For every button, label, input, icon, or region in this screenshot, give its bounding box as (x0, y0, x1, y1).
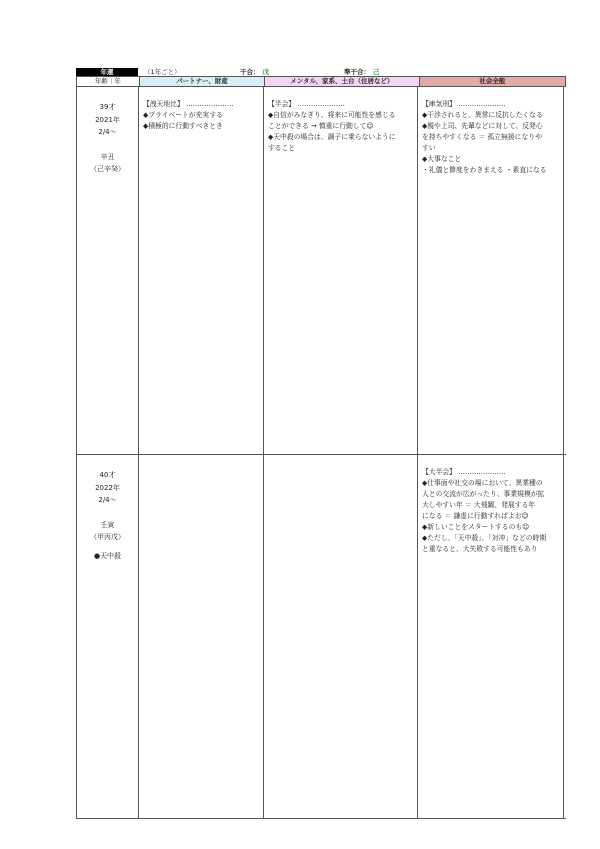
column-header-society: 社会全般 (420, 77, 566, 86)
sheet-header (76, 68, 566, 76)
mental-cell (264, 87, 418, 454)
partner-cell (139, 87, 264, 454)
partner-heading: 【洩天地比】 ………………… (143, 100, 234, 108)
society-heading: 【庫気刑】 ………………… (422, 100, 506, 108)
society-cell (418, 87, 564, 454)
society-line: ・礼儀と節度をわきまえる ・素直になる (422, 166, 547, 174)
column-header-row (76, 76, 566, 87)
start-date: 2/4～ (98, 496, 117, 504)
society-line: ◆ただし、「天中殺」、「対冲」などの時期 (422, 534, 547, 542)
society-line: 人との交流が広がったり、事業規模が拡 (422, 490, 545, 498)
sheet-title: 年運 (76, 68, 138, 76)
mental-heading: 【半会】 ………………… (268, 100, 345, 108)
age-cell (77, 87, 139, 454)
column-header-age: 年齢｜年 (77, 77, 140, 86)
kango (240, 68, 269, 76)
column-header-partner: パートナー、財産 (140, 77, 265, 86)
society-cell (418, 455, 564, 818)
year: 2022年 (95, 483, 120, 492)
tenchusatsu-note: ●天中殺 (93, 551, 122, 560)
society-line: ◆干渉されると、異常に反抗したくなる (422, 111, 543, 119)
society-line: を持ちやすくなる ＝ 孤立無援になりや (422, 133, 542, 141)
society-line: すい (422, 144, 436, 152)
partner-line: ◆積極的に行動すべきとき (143, 122, 223, 130)
society-line: ◆大事なこと (422, 155, 462, 163)
kango-label: 干合： (240, 68, 260, 76)
society-line: と重なると、大失敗する可能性もあり (422, 545, 538, 553)
stem-branch: 壬寅 (100, 520, 115, 529)
society-line: になる ＝ 謙虚に行動すればよお☺ (422, 512, 529, 520)
age: 39才 (99, 103, 116, 111)
hidden-stems: （己辛癸） (90, 165, 125, 173)
jun-kango (344, 68, 380, 76)
jun-kango-label: 準干合： (344, 68, 370, 76)
society-line: ◆仕事面や社交の場において、異業種の (422, 479, 543, 487)
stem-branch: 辛丑 (100, 152, 115, 161)
partner-cell (139, 455, 264, 818)
society-line: ◆新しいことをスタートするのも☺ (422, 523, 530, 531)
mental-line: ことができる → 慎重に行動して☺ (268, 122, 374, 130)
hidden-stems: （甲丙戊） (90, 533, 125, 541)
age-cell (77, 455, 139, 818)
kango-value: 戊 (262, 68, 269, 76)
age: 40才 (99, 471, 116, 479)
society-line: ◆親や上司、先輩などに対して、反発心 (422, 122, 543, 130)
mental-line: ◆天中殺の場合は、調子に乗らないように (268, 133, 396, 141)
table-row (76, 455, 566, 819)
fortune-sheet (76, 68, 566, 819)
partner-line: ◆プライベートが充実する (143, 111, 223, 119)
table-row (76, 87, 566, 455)
mental-line: ◆自信がみなぎり、将来に可能性を感じる (268, 111, 396, 119)
society-line: 大しやすい年 ＝ 大飛躍、発展する年 (422, 501, 536, 509)
jun-kango-value: 己 (373, 68, 380, 76)
sheet-subtitle: （1年ごと） (144, 68, 181, 76)
year: 2021年 (95, 115, 120, 124)
column-header-mental: メンタル、家系、土台（住居など） (265, 77, 419, 86)
mental-line: すること (268, 144, 296, 152)
mental-cell (264, 455, 418, 818)
start-date: 2/4～ (98, 128, 117, 136)
society-heading: 【大半会】 ………………… (422, 468, 506, 476)
